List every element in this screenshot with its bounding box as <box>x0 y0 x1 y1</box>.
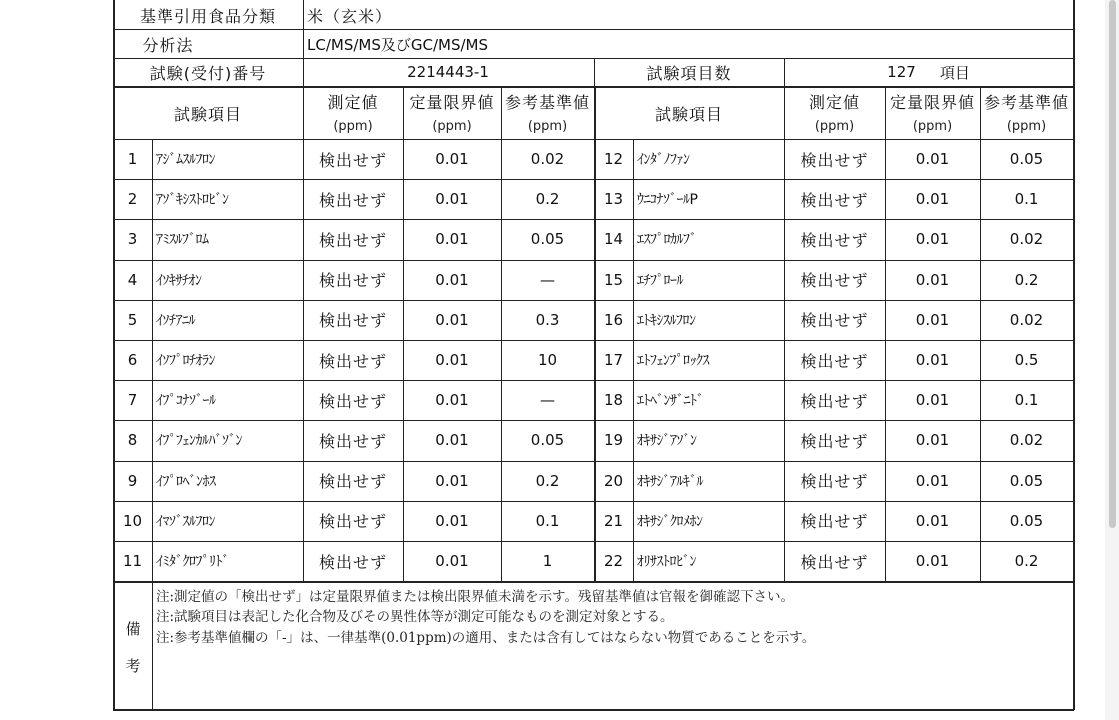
grid-h-line <box>113 541 1073 542</box>
col-ref-left: 参考基準値 <box>504 92 590 112</box>
reference-value-left: 0.2 <box>535 190 560 209</box>
row-number-right: 22 <box>603 552 624 571</box>
reference-value-right: 0.05 <box>1009 511 1044 530</box>
scrollbar-thumb[interactable] <box>1109 0 1116 528</box>
reference-value-left: — <box>540 391 555 410</box>
grid-v-line <box>303 86 304 581</box>
compound-name-right: ｵﾘｻｽﾄﾛﾋﾞﾝ <box>637 554 696 571</box>
grid-h-line <box>113 420 1073 421</box>
reference-value-right: 0.02 <box>1009 431 1044 450</box>
reference-value-left: 0.05 <box>530 431 565 450</box>
grid-v-line <box>113 0 115 710</box>
compound-name-right: ｵｷｻｼﾞｸﾛﾒﾎﾝ <box>637 513 703 530</box>
measured-value-left: 検出せず <box>318 150 387 170</box>
reference-value-left: 1 <box>542 552 553 571</box>
col-item-left: 試験項目 <box>173 104 242 124</box>
row-number-right: 12 <box>603 150 624 169</box>
loq-value-left: 0.01 <box>435 552 469 571</box>
grid-h-line <box>113 139 1073 140</box>
measured-value-left: 検出せず <box>318 311 387 331</box>
measured-value-left: 検出せず <box>318 431 387 451</box>
grid-h-line <box>113 340 1073 341</box>
method-value: LC/MS/MS及びGC/MS/MS <box>307 35 488 54</box>
measured-value-right: 検出せず <box>800 311 869 331</box>
col-loq-right: 定量限界値 <box>889 92 975 112</box>
measured-value-right: 検出せず <box>800 351 869 371</box>
compound-name-right: ｲﾝﾀﾞﾉﾌｧﾝ <box>637 152 690 169</box>
remarks-label-1: 備 <box>125 620 141 638</box>
row-number-left: 5 <box>127 310 138 329</box>
grid-h-line <box>113 260 1073 261</box>
compound-name-right: ｴﾁﾌﾟﾛｰﾙ <box>637 272 683 289</box>
remarks-label-2: 考 <box>125 657 141 675</box>
row-number-left: 3 <box>127 230 138 249</box>
loq-value-right: 0.01 <box>915 552 950 571</box>
col-measured-unit-left: (ppm) <box>333 118 373 134</box>
reference-value-left: 0.1 <box>535 511 560 530</box>
loq-value-right: 0.01 <box>915 431 950 450</box>
count-number: 127 <box>887 63 916 81</box>
reference-value-right: 0.5 <box>1014 351 1039 370</box>
compound-name-left: ｲﾌﾟﾌｪﾝｶﾙﾊﾞｿﾞﾝ <box>156 433 242 450</box>
row-number-left: 11 <box>122 552 143 571</box>
measured-value-right: 検出せず <box>800 431 869 451</box>
grid-h-line <box>113 300 1073 301</box>
col-measured-left: 測定値 <box>327 92 379 112</box>
row-number-right: 17 <box>603 351 624 370</box>
loq-value-left: 0.01 <box>435 351 469 370</box>
grid-v-line <box>152 139 153 581</box>
loq-value-left: 0.01 <box>435 270 469 289</box>
loq-value-left: 0.01 <box>435 150 469 169</box>
reference-value-right: 0.02 <box>1009 310 1044 329</box>
reference-value-right: 0.2 <box>1014 552 1039 571</box>
loq-value-left: 0.01 <box>435 511 469 530</box>
count-label: 試験項目数 <box>646 63 732 83</box>
row-number-left: 1 <box>127 150 138 169</box>
col-measured-unit-right: (ppm) <box>814 118 855 134</box>
measured-value-left: 検出せず <box>318 271 387 291</box>
receipt-label: 試験(受付)番号 <box>149 63 267 83</box>
measured-value-left: 検出せず <box>318 230 387 250</box>
row-number-right: 19 <box>603 431 624 450</box>
measured-value-left: 検出せず <box>318 190 387 210</box>
compound-name-right: ｴｽﾌﾟﾛｶﾙﾌﾞ <box>637 232 697 249</box>
reference-value-right: 0.05 <box>1009 150 1044 169</box>
grid-v-line <box>784 58 785 86</box>
row-number-left: 10 <box>122 511 143 530</box>
row-number-left: 9 <box>127 471 138 490</box>
row-number-right: 20 <box>603 471 624 490</box>
measured-value-right: 検出せず <box>800 472 869 492</box>
grid-h-line <box>113 501 1073 502</box>
grid-v-line <box>980 86 981 581</box>
count-unit: 項目 <box>939 63 970 82</box>
row-number-left: 8 <box>127 431 138 450</box>
compound-name-right: ｵｷｻｼﾞｱﾙｷﾞﾙ <box>637 473 703 490</box>
grid-h-line <box>113 58 1073 59</box>
reference-value-right: 0.1 <box>1014 391 1039 410</box>
col-loq-unit-left: (ppm) <box>432 118 472 134</box>
row-number-right: 18 <box>603 391 624 410</box>
grid-v-line <box>633 139 634 581</box>
row-number-left: 6 <box>127 351 138 370</box>
row-number-left: 4 <box>127 270 138 289</box>
compound-name-left: ｲﾌﾟｺﾅｿﾞｰﾙ <box>156 393 216 410</box>
compound-name-right: ｵｷｻｼﾞｱｿﾞﾝ <box>637 433 697 450</box>
col-loq-unit-right: (ppm) <box>912 118 953 134</box>
row-number-right: 14 <box>603 230 624 249</box>
compound-name-left: ｲｿｷｻﾁｵﾝ <box>156 272 202 289</box>
reference-value-right: 0.2 <box>1014 270 1039 289</box>
reference-value-right: 0.02 <box>1009 230 1044 249</box>
compound-name-left: ｱｿﾞｷｼｽﾄﾛﾋﾞﾝ <box>156 192 229 209</box>
loq-value-right: 0.01 <box>915 351 950 370</box>
reference-value-left: 0.3 <box>535 310 560 329</box>
grid-v-line <box>784 86 785 581</box>
count-value <box>784 58 1073 86</box>
loq-value-right: 0.01 <box>915 190 950 209</box>
grid-h-line <box>113 461 1073 462</box>
reference-value-left: 0.02 <box>530 150 565 169</box>
loq-value-right: 0.01 <box>915 511 950 530</box>
measured-value-left: 検出せず <box>318 351 387 371</box>
loq-value-left: 0.01 <box>435 230 469 249</box>
remark-note-2: 注:試験項目は表記した化合物及びその異性体等が測定可能なものを測定対象とする。 <box>156 609 674 625</box>
remark-note-1: 注:測定値の「検出せず」は定量限界値または検出限界値未満を示す。残留基準値は官報を御確認下さい。 <box>156 589 794 605</box>
measured-value-left: 検出せず <box>318 391 387 411</box>
loq-value-left: 0.01 <box>435 391 469 410</box>
col-loq-left: 定量限界値 <box>409 92 495 112</box>
grid-h-line <box>113 380 1073 381</box>
grid-v-line <box>885 86 886 581</box>
grid-v-line <box>594 58 595 86</box>
measured-value-right: 検出せず <box>800 271 869 291</box>
reference-value-left: 0.2 <box>535 471 560 490</box>
reference-value-right: 0.05 <box>1009 471 1044 490</box>
grid-v-line <box>403 86 404 581</box>
measured-value-right: 検出せず <box>800 552 869 572</box>
loq-value-left: 0.01 <box>435 310 469 329</box>
row-number-right: 13 <box>603 190 624 209</box>
loq-value-left: 0.01 <box>435 431 469 450</box>
col-item-right: 試験項目 <box>654 104 723 124</box>
grid-h-line <box>113 29 1073 30</box>
loq-value-right: 0.01 <box>915 230 950 249</box>
col-measured-right: 測定値 <box>808 92 860 112</box>
loq-value-right: 0.01 <box>915 471 950 490</box>
reference-value-left: — <box>540 270 555 289</box>
compound-name-right: ｴﾄﾍﾞﾝｻﾞﾆﾄﾞ <box>637 393 704 410</box>
row-number-right: 21 <box>603 511 624 530</box>
loq-value-right: 0.01 <box>915 310 950 329</box>
compound-name-left: ｲｿﾁｱﾆﾙ <box>156 312 195 329</box>
loq-value-left: 0.01 <box>435 471 469 490</box>
loq-value-right: 0.01 <box>915 391 950 410</box>
compound-name-right: ｳﾆｺﾅｿﾞｰﾙP <box>637 192 698 209</box>
grid-v-line <box>152 581 153 709</box>
compound-name-left: ｱｼﾞﾑｽﾙﾌﾛﾝ <box>156 152 215 169</box>
loq-value-left: 0.01 <box>435 190 469 209</box>
grid-h-line <box>113 179 1073 180</box>
compound-name-right: ｴﾄｷｼｽﾙﾌﾛﾝ <box>637 312 696 329</box>
compound-name-left: ｲﾐﾀﾞｸﾛﾌﾟﾘﾄﾞ <box>156 554 229 571</box>
grid-h-line <box>113 581 1073 583</box>
grid-h-line <box>113 219 1073 220</box>
reference-value-left: 10 <box>537 351 558 370</box>
row-number-right: 16 <box>603 310 624 329</box>
measured-value-right: 検出せず <box>800 150 869 170</box>
measured-value-right: 検出せず <box>800 230 869 250</box>
col-ref-right: 参考基準値 <box>983 92 1069 112</box>
measured-value-left: 検出せず <box>318 472 387 492</box>
compound-name-left: ｲﾏｿﾞｽﾙﾌﾛﾝ <box>156 513 215 530</box>
grid-v-line <box>1073 0 1075 710</box>
grid-v-line <box>594 86 596 581</box>
grid-h-line <box>113 86 1073 88</box>
grid-v-line <box>501 86 502 581</box>
compound-name-left: ｲﾌﾟﾛﾍﾞﾝﾎｽ <box>156 473 216 490</box>
row-number-right: 15 <box>603 270 624 289</box>
grid-h-line <box>113 709 1074 711</box>
grid-v-line <box>303 0 304 86</box>
category-value: 米（玄米） <box>307 7 393 26</box>
measured-value-left: 検出せず <box>318 512 387 532</box>
measured-value-left: 検出せず <box>318 552 387 572</box>
measured-value-right: 検出せず <box>800 391 869 411</box>
compound-name-right: ｴﾄﾌｪﾝﾌﾟﾛｯｸｽ <box>637 353 709 370</box>
remark-note-3: 注:参考基準値欄の「-」は、一律基準(0.01ppm)の適用、または含有してはならない物質であることを示す。 <box>156 630 816 646</box>
reference-value-left: 0.05 <box>530 230 565 249</box>
method-label: 分析法 <box>142 35 194 55</box>
compound-name-left: ｱﾐｽﾙﾌﾞﾛﾑ <box>156 232 209 249</box>
col-ref-unit-left: (ppm) <box>527 118 568 134</box>
row-number-left: 7 <box>127 391 138 410</box>
reference-value-right: 0.1 <box>1014 190 1039 209</box>
compound-name-left: ｲｿﾌﾟﾛﾁｵﾗﾝ <box>156 353 215 370</box>
loq-value-right: 0.01 <box>915 150 950 169</box>
col-ref-unit-right: (ppm) <box>1006 118 1047 134</box>
receipt-value: 2214443-1 <box>407 63 489 81</box>
loq-value-right: 0.01 <box>915 270 950 289</box>
measured-value-right: 検出せず <box>800 190 869 210</box>
measured-value-right: 検出せず <box>800 512 869 532</box>
category-label: 基準引用食品分類 <box>139 7 276 26</box>
row-number-left: 2 <box>127 190 138 209</box>
